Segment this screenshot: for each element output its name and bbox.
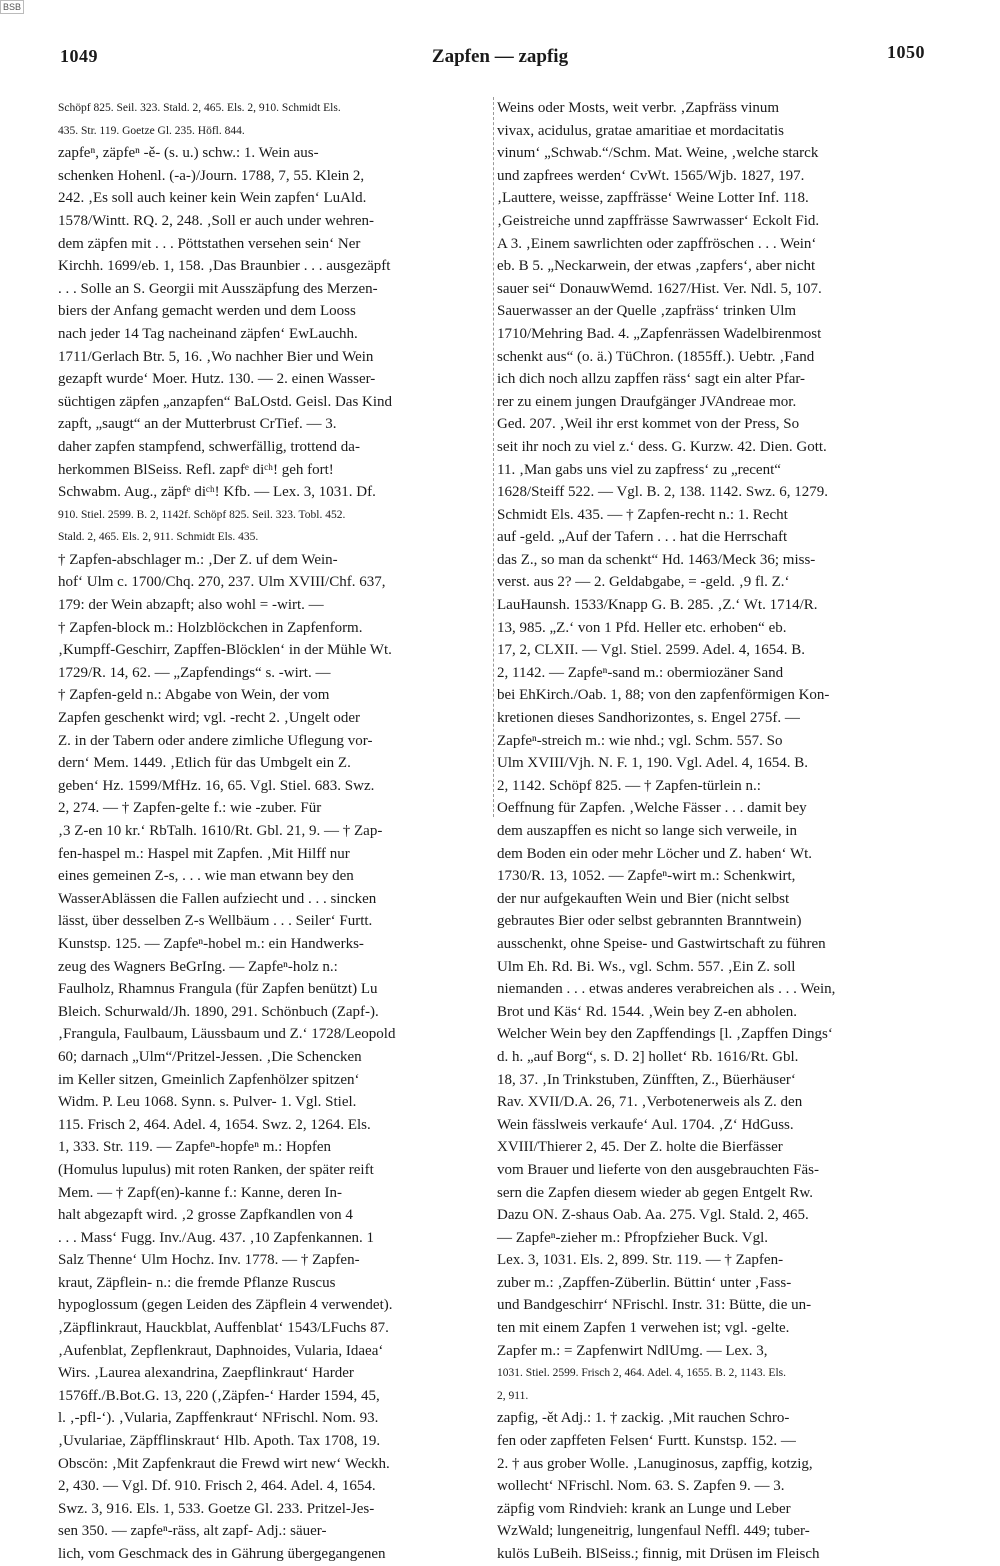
text-line: geben‘ Hz. 1599/MfHz. 16, 65. Vgl. Stiel. 683. Swz. [58, 777, 375, 794]
text-line: biers der Anfang gemacht werden und dem Looss [58, 303, 356, 320]
text-line: Weins oder Mosts, weit verbr. ‚Zapfräss vinum [497, 100, 780, 116]
text-line: . . . Mass‘ Fugg. Inv./Aug. 437. ‚10 Zapfenkannen. 1 [58, 1229, 375, 1246]
text-line: 1711/Gerlach Btr. 5, 16. ‚Wo nachher Bier und Wein [58, 348, 374, 365]
text-line: dern‘ Mem. 1449. ‚Etlich für das Umbgelt ein Z. [58, 755, 351, 772]
text-line: 2, 274. — † Zapfen-gelte f.: wie -zuber. Für [58, 800, 322, 817]
text-line: † Zapfen-geld n.: Abgabe von Wein, der vom [58, 687, 330, 704]
text-line: und Bandgeschirr‘ NFrischl. Instr. 31: Bütte, die un- [497, 1297, 812, 1314]
text-line: ten mit einem Zapfen 1 verwehen ist; vgl. -gelte. [497, 1320, 790, 1337]
text-line: Schwabm. Aug., zäpfᵉ diᶜʰ! Kfb. — Lex. 3, 1031. Df. [58, 484, 376, 501]
text-line: ‚Uvulariae, Zäpfflinskraut‘ Hlb. Apoth. Tax 1708, 19. [58, 1433, 381, 1450]
text-line: zapfeⁿ, zäpfeⁿ -ě- (s. u.) schw.: 1. Wein aus- [58, 145, 319, 162]
text-line: 1031. Stiel. 2599. Frisch 2, 464. Adel. 4, 1655. B. 2, 1143. Els. [497, 1367, 786, 1380]
text-line: (Homulus lupulus) mit roten Ranken, der später reift [58, 1161, 374, 1178]
text-line: 2, 430. — Vgl. Df. 910. Frisch 2, 464. Adel. 4, 1654. [58, 1478, 376, 1495]
text-line: 1576ff./B.Bot.G. 13, 220 (‚Zäpfen-‘ Harder 1594, 45, [58, 1387, 380, 1404]
text-line: Welcher Wein bey den Zapffendings [l. ‚Zapffen Dings‘ [497, 1026, 833, 1043]
page-header [0, 40, 1000, 84]
text-line: 435. Str. 119. Goetze Gl. 235. Höfl. 844. [58, 124, 245, 137]
text-line: 1729/R. 14, 62. — „Zapfendings“ s. -wirt. — [58, 664, 331, 681]
text-line: XVIII/Thierer 2, 45. Der Z. holte die Bierfässer [497, 1139, 783, 1156]
text-line: Oeffnung für Zapfen. ‚Welche Fässer . . . damit bey [497, 800, 807, 817]
text-line: Zapfen geschenkt wird; vgl. -recht 2. ‚Ungelt oder [58, 710, 360, 727]
text-line: Faulholz, Rhamnus Frangula (für Zapfen benützt) Lu [58, 981, 378, 998]
text-line: 1, 333. Str. 119. — Zapfeⁿ-hopfeⁿ m.: Hopfen [58, 1139, 332, 1156]
text-line: 17, 2, CLXII. — Vgl. Stiel. 2599. Adel. 4, 1654. B. [497, 642, 806, 659]
text-line: 1578/Wintt. RQ. 2, 248. ‚Soll er auch under wehren- [58, 212, 374, 229]
text-line: vom Brauer und lieferte von den ausgebrauchten Fäs- [497, 1161, 819, 1178]
text-line: hof‘ Ulm c. 1700/Chq. 270, 237. Ulm XVIII/Chf. 637, [58, 574, 386, 591]
text-line: kraut, Zäpflein- n.: die fremde Pflanze Ruscus [58, 1274, 336, 1291]
text-line: seit ihr noch zu viel z.‘ dess. G. Kurzw. 42. Dien. Gott. [497, 438, 827, 455]
text-line: Ged. 207. ‚Weil ihr erst kommet von der Press, So [497, 416, 800, 433]
text-line: zäpfig vom Rindvieh: krank an Lunge und Leber [497, 1500, 791, 1517]
text-line: herkommen BlSeiss. Refl. zapfᵉ diᶜʰ! geh fort! [58, 461, 334, 478]
right-column [497, 97, 927, 1562]
text-line: zapfig, -ět Adj.: 1. † zackig. ‚Mit rauchen Schro- [497, 1410, 790, 1427]
text-line: Obscön: ‚Mit Zapfenkraut die Frewd wirt new‘ Weckh. [58, 1455, 390, 1472]
text-line: 2, 911. [497, 1389, 529, 1402]
text-line: vinum‘ „Schwab.“/Schm. Mat. Weine, ‚welche starck [497, 145, 819, 162]
text-line: Z. in der Tabern oder andere zimliche Uflegung vor- [58, 732, 373, 749]
text-line: eines gemeinen Z-s, . . . wie man etwann bey den [58, 868, 354, 885]
text-line: Kirchh. 1699/eb. 1, 158. ‚Das Braunbier . . . ausgezäpft [58, 258, 391, 275]
text-line: eb. B 5. „Neckarwein, der etwas ‚zapfers‘, aber nicht [497, 258, 816, 275]
text-line: 179: der Wein abzapft; also wohl = -wirt. — [58, 597, 324, 614]
text-line: süchtigen zäpfen „anzapfen“ BaLOstd. Geisl. Das Kind [58, 393, 393, 410]
text-line: 242. ‚Es soll auch keiner kein Wein zapfen‘ LuAld. [58, 190, 367, 207]
text-line: nach jeder 14 Tag nacheinand zäpfen‘ EwLauchh. [58, 325, 358, 342]
text-line: zeug des Wagners BeGrIng. — Zapfeⁿ-holz n.: [58, 958, 338, 975]
text-line: ich dich noch allzu zapffen räss‘ sagt ein alter Pfar- [497, 371, 806, 388]
text-line: Zapfeⁿ-streich m.: wie nhd.; vgl. Schm. 557. So [497, 732, 783, 749]
left-column [58, 97, 490, 1562]
text-line: 910. Stiel. 2599. B. 2, 1142f. Schöpf 825. Seil. 323. Tobl. 452. [58, 508, 346, 521]
text-line: 13, 985. „Z.‘ von 1 Pfd. Heller etc. erhoben“ eb. [497, 619, 787, 636]
text-line: 2, 1142. — Zapfeⁿ-sand m.: obermiozäner Sand [497, 664, 784, 681]
page-number-right: 1050 [887, 42, 925, 62]
text-line: Kunstsp. 125. — Zapfeⁿ-hobel m.: ein Handwerks- [58, 935, 364, 952]
text-line: dem zäpfen mit . . . Pöttstathen versehen sein‘ Ner [58, 235, 361, 252]
text-line: halt abgezapft wird. ‚2 grosse Zapfkandlen von 4 [58, 1207, 353, 1224]
text-line: Widm. P. Leu 1068. Synn. s. Pulver- 1. Vgl. Stiel. [58, 1094, 357, 1111]
text-line: 2, 1142. Schöpf 825. — † Zapfen-türlein n.: [497, 777, 761, 794]
text-line: Schöpf 825. Seil. 323. Stald. 2, 465. Els. 2, 910. Schmidt Els. [58, 102, 341, 114]
text-line: 1628/Steiff 522. — Vgl. B. 2, 138. 1142. Swz. 6, 1279. [497, 484, 828, 501]
text-line: 2. † aus grober Wolle. ‚Lanuginosus, zapffig, kotzig, [497, 1455, 813, 1472]
text-line: lich, vom Geschmack des in Gährung übergegangenen [58, 1546, 386, 1562]
text-line: sen 350. — zapfeⁿ-räss, alt zapf- Adj.: säuer- [58, 1523, 327, 1540]
text-line: Ulm XVIII/Vjh. N. F. 1, 190. Vgl. Adel. 4, 1654. B. [497, 755, 809, 772]
library-stamp: BSB [0, 0, 24, 14]
text-line: Bleich. Schurwald/Jh. 1890, 291. Schönbuch (Zapf-). [58, 1003, 379, 1020]
text-line: Ulm Eh. Rd. Bi. Ws., vgl. Schm. 557. ‚Ein Z. soll [497, 958, 796, 975]
text-line: LauHaunsh. 1533/Knapp G. B. 285. ‚Z.‘ Wt. 1714/R. [497, 597, 818, 614]
text-line: ‚Zäpflinkraut, Hauckblat, Auffenblat‘ 1543/LFuchs 87. [58, 1320, 389, 1337]
text-line: kulös LuBeih. BlSeiss.; finnig, mit Drüsen im Fleisch [497, 1546, 820, 1562]
text-line: Sauerwasser an der Quelle ‚zapfräss‘ trinken Ulm [497, 303, 797, 320]
text-line: Zapfer m.: = Zapfenwirt NdlUmg. — Lex. 3, [497, 1342, 768, 1359]
text-line: ‚Aufenblat, Zepflenkraut, Daphnoides, Vularia, Idaea‘ [58, 1342, 384, 1359]
text-line: 115. Frisch 2, 464. Adel. 4, 1654. Swz. 2, 1264. Els. [58, 1116, 371, 1133]
text-line: schenken Hohenl. (-a-)/Journ. 1788, 7, 55. Klein 2, [58, 167, 365, 184]
text-line: vivax, acidulus, gratae amaritiae et mordacitatis [497, 122, 784, 139]
text-line: l. ‚-pfl-‘). ‚Vularia, Zapffenkraut‘ NFrischl. Nom. 93. [58, 1410, 379, 1427]
column-divider [493, 97, 494, 817]
text-line: Rav. XVII/D.A. 26, 71. ‚Verbotenerweis als Z. den [497, 1094, 803, 1111]
text-line: niemanden . . . etwas anderes verabreichen als . . . Wein, [497, 981, 836, 998]
text-line: zapft, „saugt“ an der Mutterbrust CrTief. — 3. [58, 416, 337, 433]
text-line: A 3. ‚Einem sawrlichten oder zapffröschen . . . Wein‘ [497, 235, 817, 252]
text-line: Wirs. ‚Laurea alexandrina, Zaepflinkraut‘ Harder [58, 1365, 354, 1382]
text-line: d. h. „auf Borg“, s. D. 2] hollet‘ Rb. 1616/Rt. Gbl. [497, 1048, 799, 1065]
text-line: Wein fässlweis verkaufe‘ Aul. 1704. ‚Z‘ HdGuss. [497, 1116, 794, 1133]
text-line: zuber m.: ‚Zapffen-Züberlin. Büttin‘ unter ‚Fass- [497, 1274, 792, 1291]
text-line: auf -geld. „Auf der Tafern . . . hat die Herrschaft [497, 529, 788, 546]
text-line: und zapfrees werden‘ CvWt. 1565/Wjb. 1827, 197. [497, 167, 805, 184]
text-line: ‚Lauttere, weisse, zapffrässe‘ Weine Lotter Inf. 118. [497, 190, 809, 207]
text-line: Salz Thenne‘ Ulm Hochz. Inv. 1778. — † Zapfen- [58, 1252, 360, 1269]
text-line: 60; darnach „Ulm“/Pritzel-Jessen. ‚Die Schencken [58, 1048, 362, 1065]
text-line: ausschenkt, ohne Speise- und Gastwirtschaft zu führen [497, 935, 826, 952]
text-line: rer zu einem jungen Draufgänger JVAndreae mor. [497, 393, 797, 410]
text-line: WasserAblässen die Fallen aufziecht und . . . sincken [58, 890, 377, 907]
text-line: ‚Kumpff-Geschirr, Zapffen-Blöcklen‘ in der Mühle Wt. [58, 642, 392, 659]
text-line: † Zapfen-block m.: Holzblöckchen in Zapfenform. [58, 619, 363, 636]
text-line: Dazu ON. Z-shaus Oab. Aa. 275. Vgl. Stald. 2, 465. [497, 1207, 809, 1224]
text-line: lässt, über desselben Z-s Wellbäum . . . Seiler‘ Furtt. [58, 913, 373, 930]
text-line: der nur aufgekauften Wein und Bier (nicht selbst [497, 890, 790, 907]
text-line: schenkt aus“ (o. ä.) TüChron. (1855ff.). Uebtr. ‚Fand [497, 348, 815, 365]
running-title: Zapfen — zapfig [431, 46, 569, 67]
text-line: kretionen dieses Sandhorizontes, s. Engel 275f. — [497, 710, 800, 727]
text-line: verst. aus 2? — 2. Geldabgabe, = -geld. ‚9 fl. Z.‘ [497, 574, 790, 591]
text-line: — Zapfeⁿ-zieher m.: Pfropfzieher Buck. Vgl. [497, 1229, 769, 1246]
text-line: im Keller sitzen, Gmeinlich Zapfenhölzer spitzen‘ [58, 1071, 360, 1088]
text-line: Swz. 3, 916. Els. 1, 533. Goetze Gl. 233. Pritzel-Jes- [58, 1500, 375, 1517]
text-line: daher zapfen stampfend, schwerfällig, trottend da- [58, 438, 360, 455]
text-line: dem Boden ein oder mehr Löcher und Z. haben‘ Wt. [497, 845, 813, 862]
text-line: gebrautes Bier oder selbst gebrannten Branntwein) [497, 913, 802, 930]
text-line: Lex. 3, 1031. Els. 2, 899. Str. 119. — † Zapfen- [497, 1252, 784, 1269]
text-line: ‚Frangula, Faulbaum, Läussbaum und Z.‘ 1728/Leopold [58, 1026, 396, 1043]
text-line: ‚3 Z-en 10 kr.‘ RbTalh. 1610/Rt. Gbl. 21, 9. — † Zap- [58, 823, 383, 839]
text-line: . . . Solle an S. Georgii mit Ausszäpfung des Merzen- [58, 280, 378, 297]
text-line: sern die Zapfen diesem wieder ab gegen Entgelt Rw. [497, 1184, 813, 1201]
text-line: das Z., so man da schenkt“ Hd. 1463/Meck 36; miss- [497, 551, 816, 568]
text-line: gezapft wurde‘ Moer. Hutz. 130. — 2. einen Wasser- [58, 371, 376, 388]
text-line: 1730/R. 13, 1052. — Zapfeⁿ-wirt m.: Schenkwirt, [497, 868, 796, 885]
text-line: WzWald; lungeneitrig, lungenfaul Neffl. 449; tuber- [497, 1523, 810, 1540]
text-line: 18, 37. ‚In Trinkstuben, Zünfften, Z., Büerhäuser‘ [497, 1071, 796, 1088]
text-line: bei EhKirch./Oab. 1, 88; von den zapfenförmigen Kon- [497, 687, 830, 704]
page-number-left: 1049 [60, 46, 98, 66]
text-line: Schmidt Els. 435. — † Zapfen-recht n.: 1. Recht [497, 506, 788, 523]
text-line: hypoglossum (gegen Leiden des Zäpflein 4 verwendet). [58, 1297, 393, 1314]
text-line: wollecht‘ NFrischl. Nom. 63. S. Zapfen 9. — 3. [497, 1478, 785, 1495]
text-line: ‚Geistreiche unnd zapffrässe Sawrwasser‘ Eckolt Fid. [497, 212, 820, 229]
text-line: † Zapfen-abschlager m.: ‚Der Z. uf dem Wein- [58, 551, 338, 568]
text-line: dem auszapffen es nicht so lange sich verweile, in [497, 823, 798, 839]
text-line: Brot und Käs‘ Rd. 1544. ‚Wein bey Z-en abholen. [497, 1003, 797, 1020]
text-line: 11. ‚Man gabs uns viel zu zapfress‘ zu „recent“ [497, 461, 781, 478]
text-line: Mem. — † Zapf(en)-kanne f.: Kanne, deren In- [58, 1184, 343, 1201]
text-line: Stald. 2, 465. Els. 2, 911. Schmidt Els. 435. [58, 531, 259, 544]
text-line: sauer sei“ DonauwWemd. 1627/Hist. Ver. Ndl. 5, 107. [497, 280, 822, 297]
text-line: 1710/Mehring Bad. 4. „Zapfenrässen Wadelbirenmost [497, 325, 822, 342]
text-line: fen-haspel m.: Haspel mit Zapfen. ‚Mit Hilff nur [58, 845, 350, 862]
text-line: fen oder zapffeten Felsen‘ Furtt. Kunstsp. 152. — [497, 1433, 796, 1450]
